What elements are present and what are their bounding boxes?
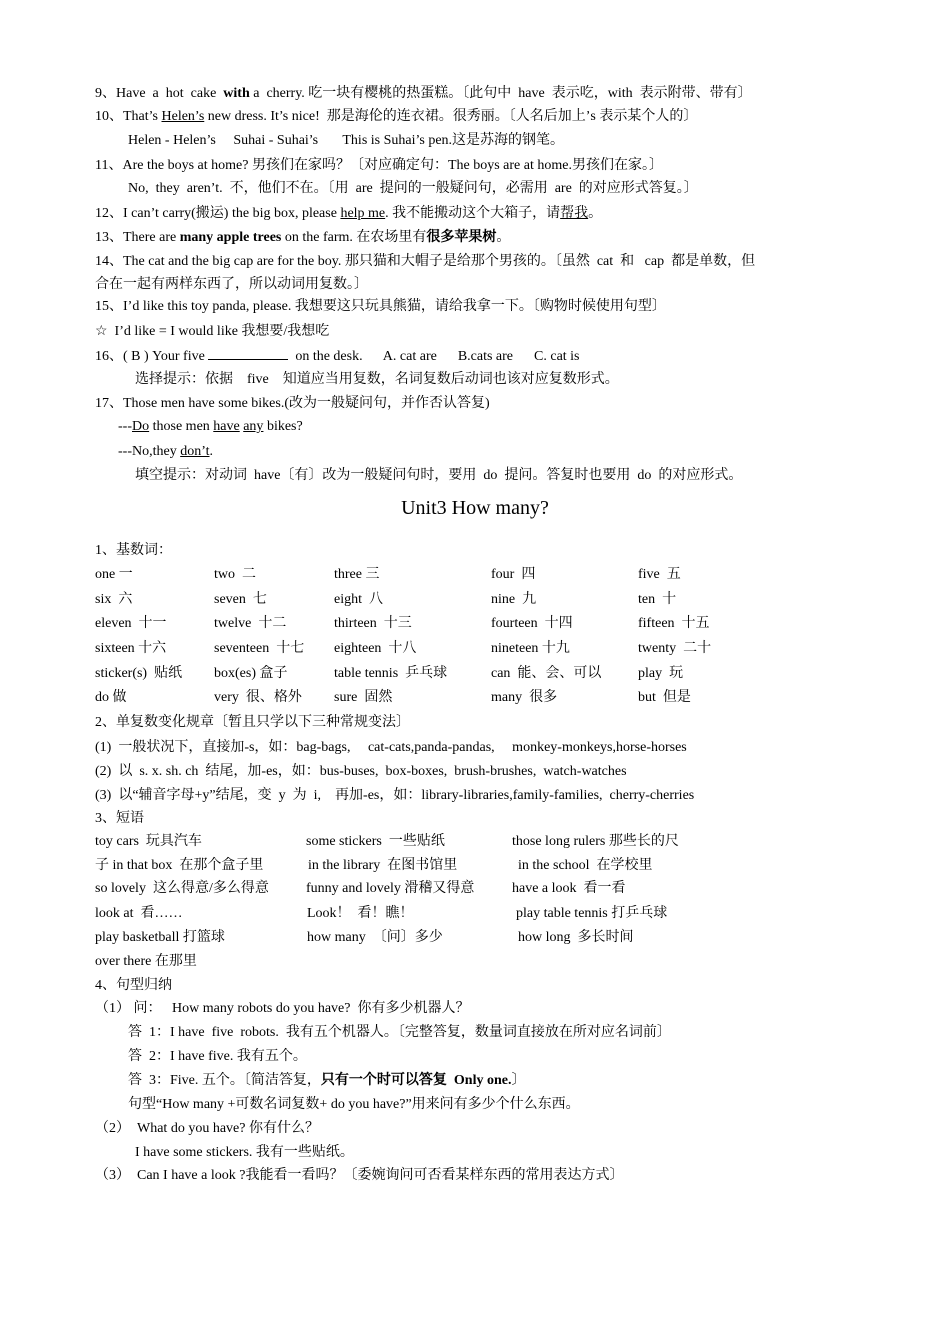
vocab-word: play 玩 <box>638 666 684 681</box>
item-11-answer: No, they aren’t. 不，他们不在。〔用 are 提问的一般疑问句，必需用 are 的对应形式答复。〕 <box>128 181 698 196</box>
item-17-hint: 填空提示：对动词 have〔有〕改为一般疑问句时，要用 do 提问。答复时也要用 do 的对应形式。 <box>135 468 743 483</box>
phrase: play table tennis 打乒乓球 <box>516 906 668 921</box>
vocab-word: fifteen 十五 <box>638 616 710 631</box>
bold-note: 只有一个时可以答复 Only one. <box>320 1073 512 1088</box>
underlined-dont: don’t <box>180 444 210 459</box>
unit-title: Unit3 How many? <box>401 497 549 519</box>
item-10-underlined: Helen’s <box>161 109 205 124</box>
vocab-word: very 很、格外 <box>214 690 302 705</box>
underlined-have: have <box>213 419 240 434</box>
phrase: Look！ 看！瞧！ <box>307 906 414 921</box>
item-14: 14、The cat and the big cap are for the boy. 那只猫和大帽子是给那个男孩的。〔虽然 cat 和 cap 都是单数，但 <box>95 254 756 269</box>
item-12-underlined-2: 帮我 <box>560 206 589 221</box>
item-13: 13、There are many apple trees on the farm. 在农场里有很多苹果树。 <box>95 230 511 245</box>
pattern-1-answer-1: 答 1：I have five robots. 我有五个机器人。〔完整答复，数量词直接放在所对应名词前〕 <box>128 1025 671 1040</box>
item-14-cont: 合在一起有两样东西了，所以动词用复数。〕 <box>95 277 368 292</box>
vocab-word: seven 七 <box>214 592 267 607</box>
rule-1: (1) 一般状况下，直接加-s，如：bag-bags, cat-cats,panda-pandas, monkey-monkeys,horse-horses <box>95 740 687 755</box>
phrase: in the library 在图书馆里 <box>308 858 458 873</box>
item-10-text-2: new dress. It’s nice! 那是海伦的连衣裙。很秀丽。〔人名后加上’s 表示某个人的〕 <box>204 109 698 124</box>
vocab-word: eleven 十一 <box>95 616 167 631</box>
vocab-word: two 二 <box>214 567 256 582</box>
phrase: 子 in that box 在那个盒子里 <box>95 858 264 873</box>
pattern-1-answer-2: 答 2：I have five. 我有五个。 <box>128 1049 307 1064</box>
item-10-examples: Helen - Helen’s Suhai - Suhai’s This is Suhai’s pen.这是苏海的钢笔。 <box>128 133 565 148</box>
item-10-text: 10、That’s <box>95 109 162 124</box>
phrase: funny and lovely 滑稽又得意 <box>306 881 475 896</box>
phrase: have a look 看一看 <box>512 881 626 896</box>
pattern-1-note: 句型“How many +可数名词复数+ do you have?”用来问有多少个什么东西。 <box>128 1097 580 1112</box>
vocab-word: fourteen 十四 <box>491 616 573 631</box>
vocab-word: nine 九 <box>491 592 537 607</box>
phrase: how long 多长时间 <box>518 930 634 945</box>
vocab-word: eighteen 十八 <box>334 641 417 656</box>
phrase: over there 在那里 <box>95 954 197 969</box>
item-12-text-3: 。 <box>588 206 603 221</box>
item-9: 9、Have a hot cake with a cherry. 吃一块有樱桃的热蛋糕。〔此句中 have 表示吃，with 表示附带、带有〕 <box>95 86 752 101</box>
item-12-text-2: . 我不能搬动这个大箱子，请 <box>385 206 561 221</box>
phrase: those long rulers 那些长的尺 <box>512 834 679 849</box>
item-12-underlined: help me <box>340 206 386 221</box>
item-17-answer <box>118 443 213 461</box>
item-17: 17、Those men have some bikes.(改为一般疑问句，并作否认答复) <box>95 396 490 411</box>
pattern-1-question: （1） 问： How many robots do you have? 你有多少机器人？ <box>95 1001 470 1016</box>
underlined-any: any <box>243 419 264 434</box>
text: 答 3：Five. 五个。〔简洁答复， <box>128 1073 321 1088</box>
vocab-word: seventeen 十七 <box>214 641 305 656</box>
pattern-1-answer-3 <box>128 1072 525 1090</box>
pattern-3-question: （3） Can I have a look ?我能看一看吗？〔委婉询问可否看某样东西的常用表达方式〕 <box>95 1168 624 1183</box>
item-11: 11、Are the boys at home? 男孩们在家吗？〔对应确定句：The boys are at home.男孩们在家。〕 <box>95 158 663 173</box>
period: . <box>209 444 214 459</box>
section-2-heading: 2、单复数变化规章〔暂且只学以下三种常规变法〕 <box>95 715 410 730</box>
vocab-word: twelve 十二 <box>214 616 287 631</box>
vocab-word: twenty 二十 <box>638 641 712 656</box>
vocab-word: three 三 <box>334 567 380 582</box>
vocab-word: many 很多 <box>491 690 558 705</box>
item-16-hint: 选择提示：依据 five 知道应当用复数，名词复数后动词也该对应复数形式。 <box>135 372 619 387</box>
vocab-word: eight 八 <box>334 592 383 607</box>
vocab-word: five 五 <box>638 567 681 582</box>
vocab-word: four 四 <box>491 567 536 582</box>
vocab-word: table tennis 乒乓球 <box>334 666 448 681</box>
item-16 <box>95 347 580 366</box>
vocab-word: sticker(s) 贴纸 <box>95 666 183 681</box>
item-16-options: on the desk. A. cat are B.cats are C. cat is <box>288 349 580 364</box>
phrase: play basketball 打篮球 <box>95 930 225 945</box>
dash: --- <box>118 419 132 434</box>
section-4-heading: 4、句型归纳 <box>95 978 172 993</box>
phrase: look at 看…… <box>95 906 183 921</box>
item-10 <box>95 108 697 126</box>
star-note: ☆ I’d like = I would like 我想要/我想吃 <box>95 324 330 339</box>
pattern-2-question: （2） What do you have? 你有什么？ <box>95 1121 319 1136</box>
vocab-word: sixteen 十六 <box>95 641 167 656</box>
item-17-question <box>118 418 303 436</box>
vocab-word: six 六 <box>95 592 133 607</box>
vocab-word: one 一 <box>95 567 133 582</box>
vocab-word: thirteen 十三 <box>334 616 412 631</box>
vocab-word: ten 十 <box>638 592 677 607</box>
text: those men <box>149 419 214 434</box>
vocab-word: but 但是 <box>638 690 691 705</box>
text: ---No,they <box>118 444 181 459</box>
vocab-word: box(es) 盒子 <box>214 666 288 681</box>
pattern-2-answer: I have some stickers. 我有一些贴纸。 <box>135 1145 354 1160</box>
rule-3: (3) 以“辅音字母+y”结尾，变 y 为 i, 再加-es，如：library-libraries,family-families, cherry-cherries <box>95 788 695 803</box>
item-16-text: 16、( B ) Your five <box>95 349 209 364</box>
vocab-word: do 做 <box>95 690 127 705</box>
bracket: 〕 <box>511 1073 526 1088</box>
item-15: 15、I’d like this toy panda, please. 我想要这只玩具熊猫，请给我拿一下。〔购物时候使用句型〕 <box>95 299 666 314</box>
vocab-word: can 能、会、可以 <box>491 666 602 681</box>
fill-blank <box>208 347 288 360</box>
phrase: so lovely 这么得意/多么得意 <box>95 881 269 896</box>
underlined-do: Do <box>132 419 150 434</box>
phrase: how many 〔问〕多少 <box>307 930 443 945</box>
section-1-heading: 1、基数词： <box>95 543 172 558</box>
vocab-word: nineteen 十九 <box>491 641 570 656</box>
vocab-word: sure 固然 <box>334 690 393 705</box>
text-end: bikes? <box>263 419 303 434</box>
phrase: some stickers 一些贴纸 <box>306 834 445 849</box>
section-3-heading: 3、短语 <box>95 811 144 826</box>
item-12-text: 12、I can’t carry(搬运) the big box, please <box>95 206 341 221</box>
phrase: in the school 在学校里 <box>518 858 653 873</box>
item-12 <box>95 205 602 223</box>
phrase: toy cars 玩具汽车 <box>95 834 202 849</box>
rule-2: (2) 以 s. x. sh. ch 结尾，加-es，如：bus-buses, box-boxes, brush-brushes, watch-watches <box>95 764 627 779</box>
